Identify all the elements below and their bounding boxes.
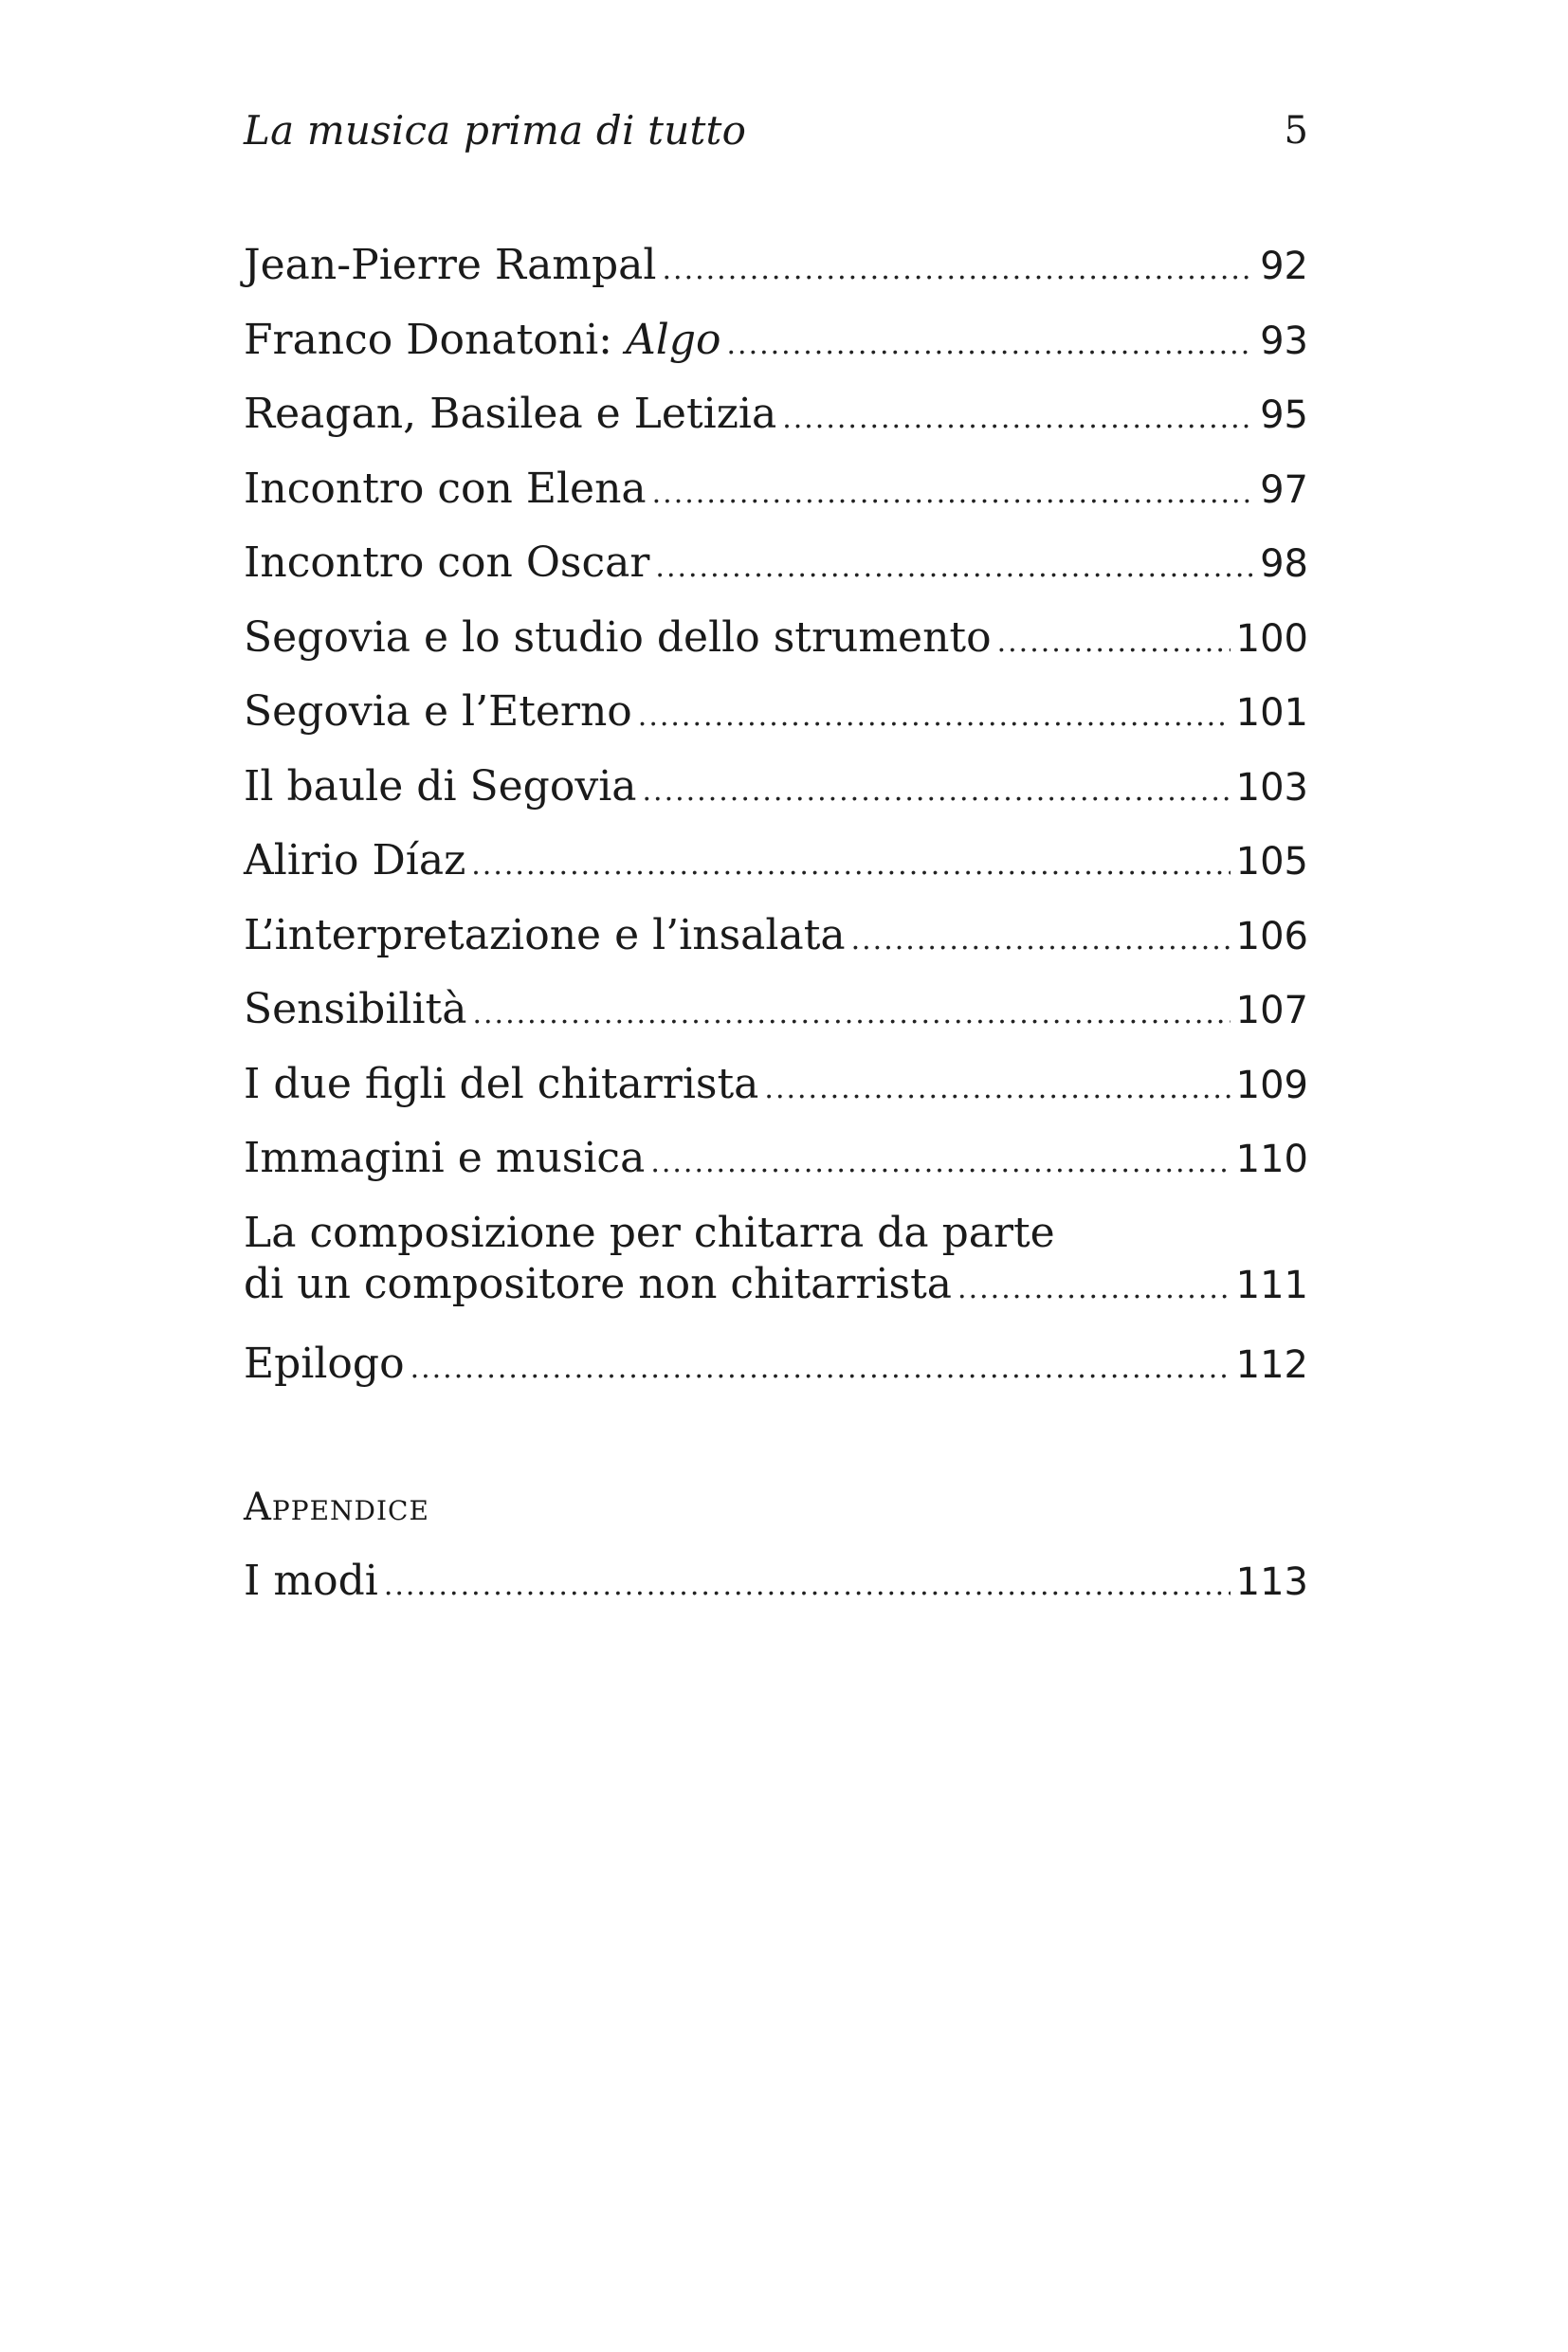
toc-entry-title: Epilogo <box>244 1339 405 1388</box>
dot-leader <box>997 614 1231 671</box>
page-number: 5 <box>1284 109 1308 153</box>
toc-entry-page: 93 <box>1260 319 1308 363</box>
toc-entry[interactable] <box>244 1553 1308 1628</box>
dot-leader <box>471 837 1230 894</box>
dot-leader <box>384 1558 1231 1614</box>
toc-entry[interactable] <box>244 312 1308 387</box>
toc-entry-title: I modi <box>244 1557 378 1605</box>
toc-entry-title-line2: di un compositore non chitarrista <box>244 1259 953 1308</box>
toc-entry[interactable] <box>244 535 1308 610</box>
toc-entry-page: 92 <box>1260 245 1308 288</box>
toc-entry-title: Immagini e musica <box>244 1134 646 1182</box>
toc-entry[interactable] <box>244 1205 1308 1336</box>
toc-entry-page: 112 <box>1235 1342 1308 1387</box>
appendix-section <box>244 1479 1308 1628</box>
dot-leader <box>643 763 1231 820</box>
toc-entry-title: Incontro con Oscar <box>244 538 650 587</box>
toc-entry-title: Segovia e lo studio dello strumento <box>244 612 992 662</box>
toc-entry-title <box>244 312 721 369</box>
toc-entry-page: 95 <box>1260 393 1308 437</box>
toc-entry-page: 103 <box>1235 765 1308 810</box>
dot-leader <box>650 1135 1230 1192</box>
toc-entry[interactable] <box>244 1336 1308 1411</box>
toc-entry-page: 111 <box>1235 1263 1308 1307</box>
toc-entry-page: 97 <box>1260 467 1308 512</box>
toc-entry-title-italic: Algo <box>625 315 721 364</box>
toc-entry[interactable] <box>244 1130 1308 1205</box>
dot-leader <box>727 317 1255 374</box>
running-header-title: La musica prima di tutto <box>244 107 747 154</box>
toc-entry-title: Incontro con Elena <box>244 464 647 513</box>
dot-leader <box>851 912 1231 969</box>
toc-entry-title-line1: La composizione per chitarra da parte <box>244 1208 1055 1257</box>
toc-entry[interactable] <box>244 907 1308 982</box>
appendix-heading: Appendice <box>244 1486 429 1529</box>
dot-leader <box>655 539 1254 596</box>
toc-entry-page: 101 <box>1235 691 1308 735</box>
dot-leader <box>663 242 1255 299</box>
toc-entry-page: 100 <box>1235 616 1308 661</box>
toc-entry-title-prefix: Franco Donatoni: <box>244 315 626 364</box>
toc-entry-title: L’interpretazione e l’insalata <box>244 910 846 959</box>
toc-entry-page: 110 <box>1235 1138 1308 1181</box>
toc-entry-title: Reagan, Basilea e Letizia <box>244 390 777 438</box>
toc-entry-page: 105 <box>1235 840 1308 884</box>
toc-entry-page: 109 <box>1235 1063 1308 1107</box>
toc-entry[interactable] <box>244 981 1308 1056</box>
toc-entry-page: 107 <box>1235 989 1308 1032</box>
toc-entry-title: Sensibilità <box>244 985 467 1033</box>
toc-entry[interactable] <box>244 832 1308 907</box>
dot-leader <box>410 1340 1231 1397</box>
toc-entry-page: 98 <box>1260 542 1308 586</box>
dot-leader <box>472 986 1230 1043</box>
table-of-contents <box>244 237 1308 1410</box>
toc-entry[interactable] <box>244 610 1308 684</box>
toc-entry-title: I due figli del chitarrista <box>244 1059 759 1108</box>
toc-entry[interactable] <box>244 237 1308 312</box>
dot-leader <box>638 688 1231 745</box>
toc-entry-title: Segovia e l’Eterno <box>244 687 632 736</box>
toc-entry[interactable] <box>244 1056 1308 1131</box>
toc-entry[interactable] <box>244 684 1308 758</box>
toc-entry[interactable] <box>244 386 1308 461</box>
toc-entry-title: Alirio Díaz <box>244 836 466 884</box>
dot-leader <box>782 391 1254 447</box>
toc-entry-page: 106 <box>1235 914 1308 958</box>
toc-entry[interactable] <box>244 461 1308 536</box>
toc-entry-title: Il baule di Segovia <box>244 761 637 811</box>
toc-entry-page: 113 <box>1235 1560 1308 1604</box>
toc-entry[interactable] <box>244 758 1308 833</box>
toc-entry-title: Jean-Pierre Rampal <box>244 241 657 289</box>
dot-leader <box>957 1261 1231 1318</box>
dot-leader <box>652 465 1254 522</box>
dot-leader <box>764 1061 1230 1118</box>
